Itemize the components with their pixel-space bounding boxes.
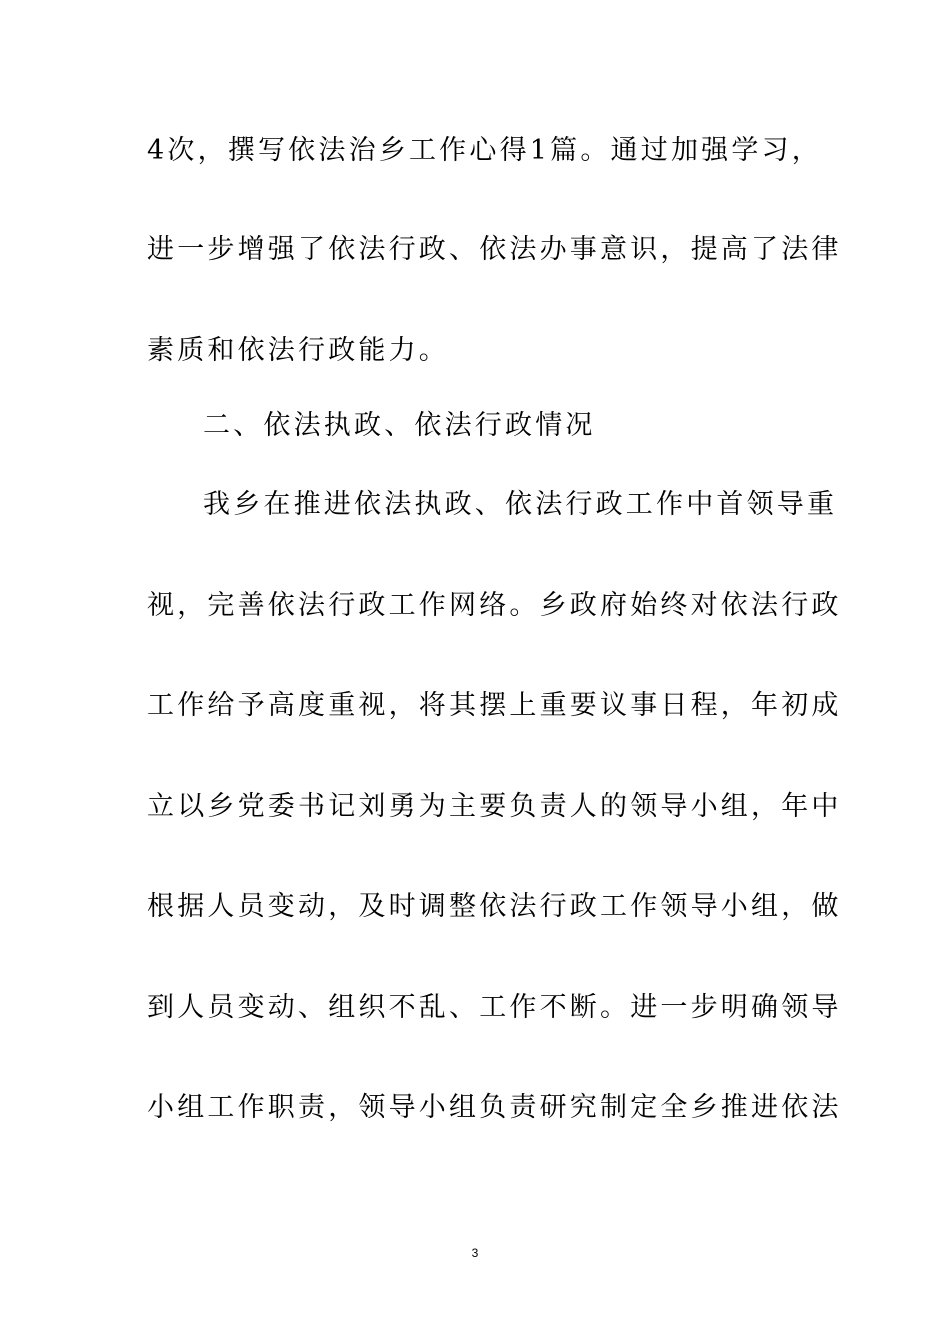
body-text-line: 我乡在推进依法执政、依法行政工作中首领导重 [203,489,838,520]
body-text-line: 根据人员变动，及时调整依法行政工作领导小组，做 [147,891,842,922]
body-text-line: 进一步增强了依法行政、依法办事意识，提高了法律 [147,234,842,265]
body-text-line: 视，完善依法行政工作网络。乡政府始终对依法行政 [147,590,842,621]
section-heading: 二、依法执政、依法行政情况 [203,410,596,441]
body-text-line: 立以乡党委书记刘勇为主要负责人的领导小组，年中 [147,791,842,822]
body-text-line: 4次，撰写依法治乡工作心得1篇。通过加强学习， [147,135,822,166]
page-number: 3 [471,1246,479,1260]
body-text-line: 工作给予高度重视，将其摆上重要议事日程，年初成 [147,690,842,721]
body-text-line: 到人员变动、组织不乱、工作不断。进一步明确领导 [147,992,842,1023]
body-text-line: 小组工作职责，领导小组负责研究制定全乡推进依法 [147,1092,842,1123]
body-text-line: 素质和依法行政能力。 [147,335,449,366]
